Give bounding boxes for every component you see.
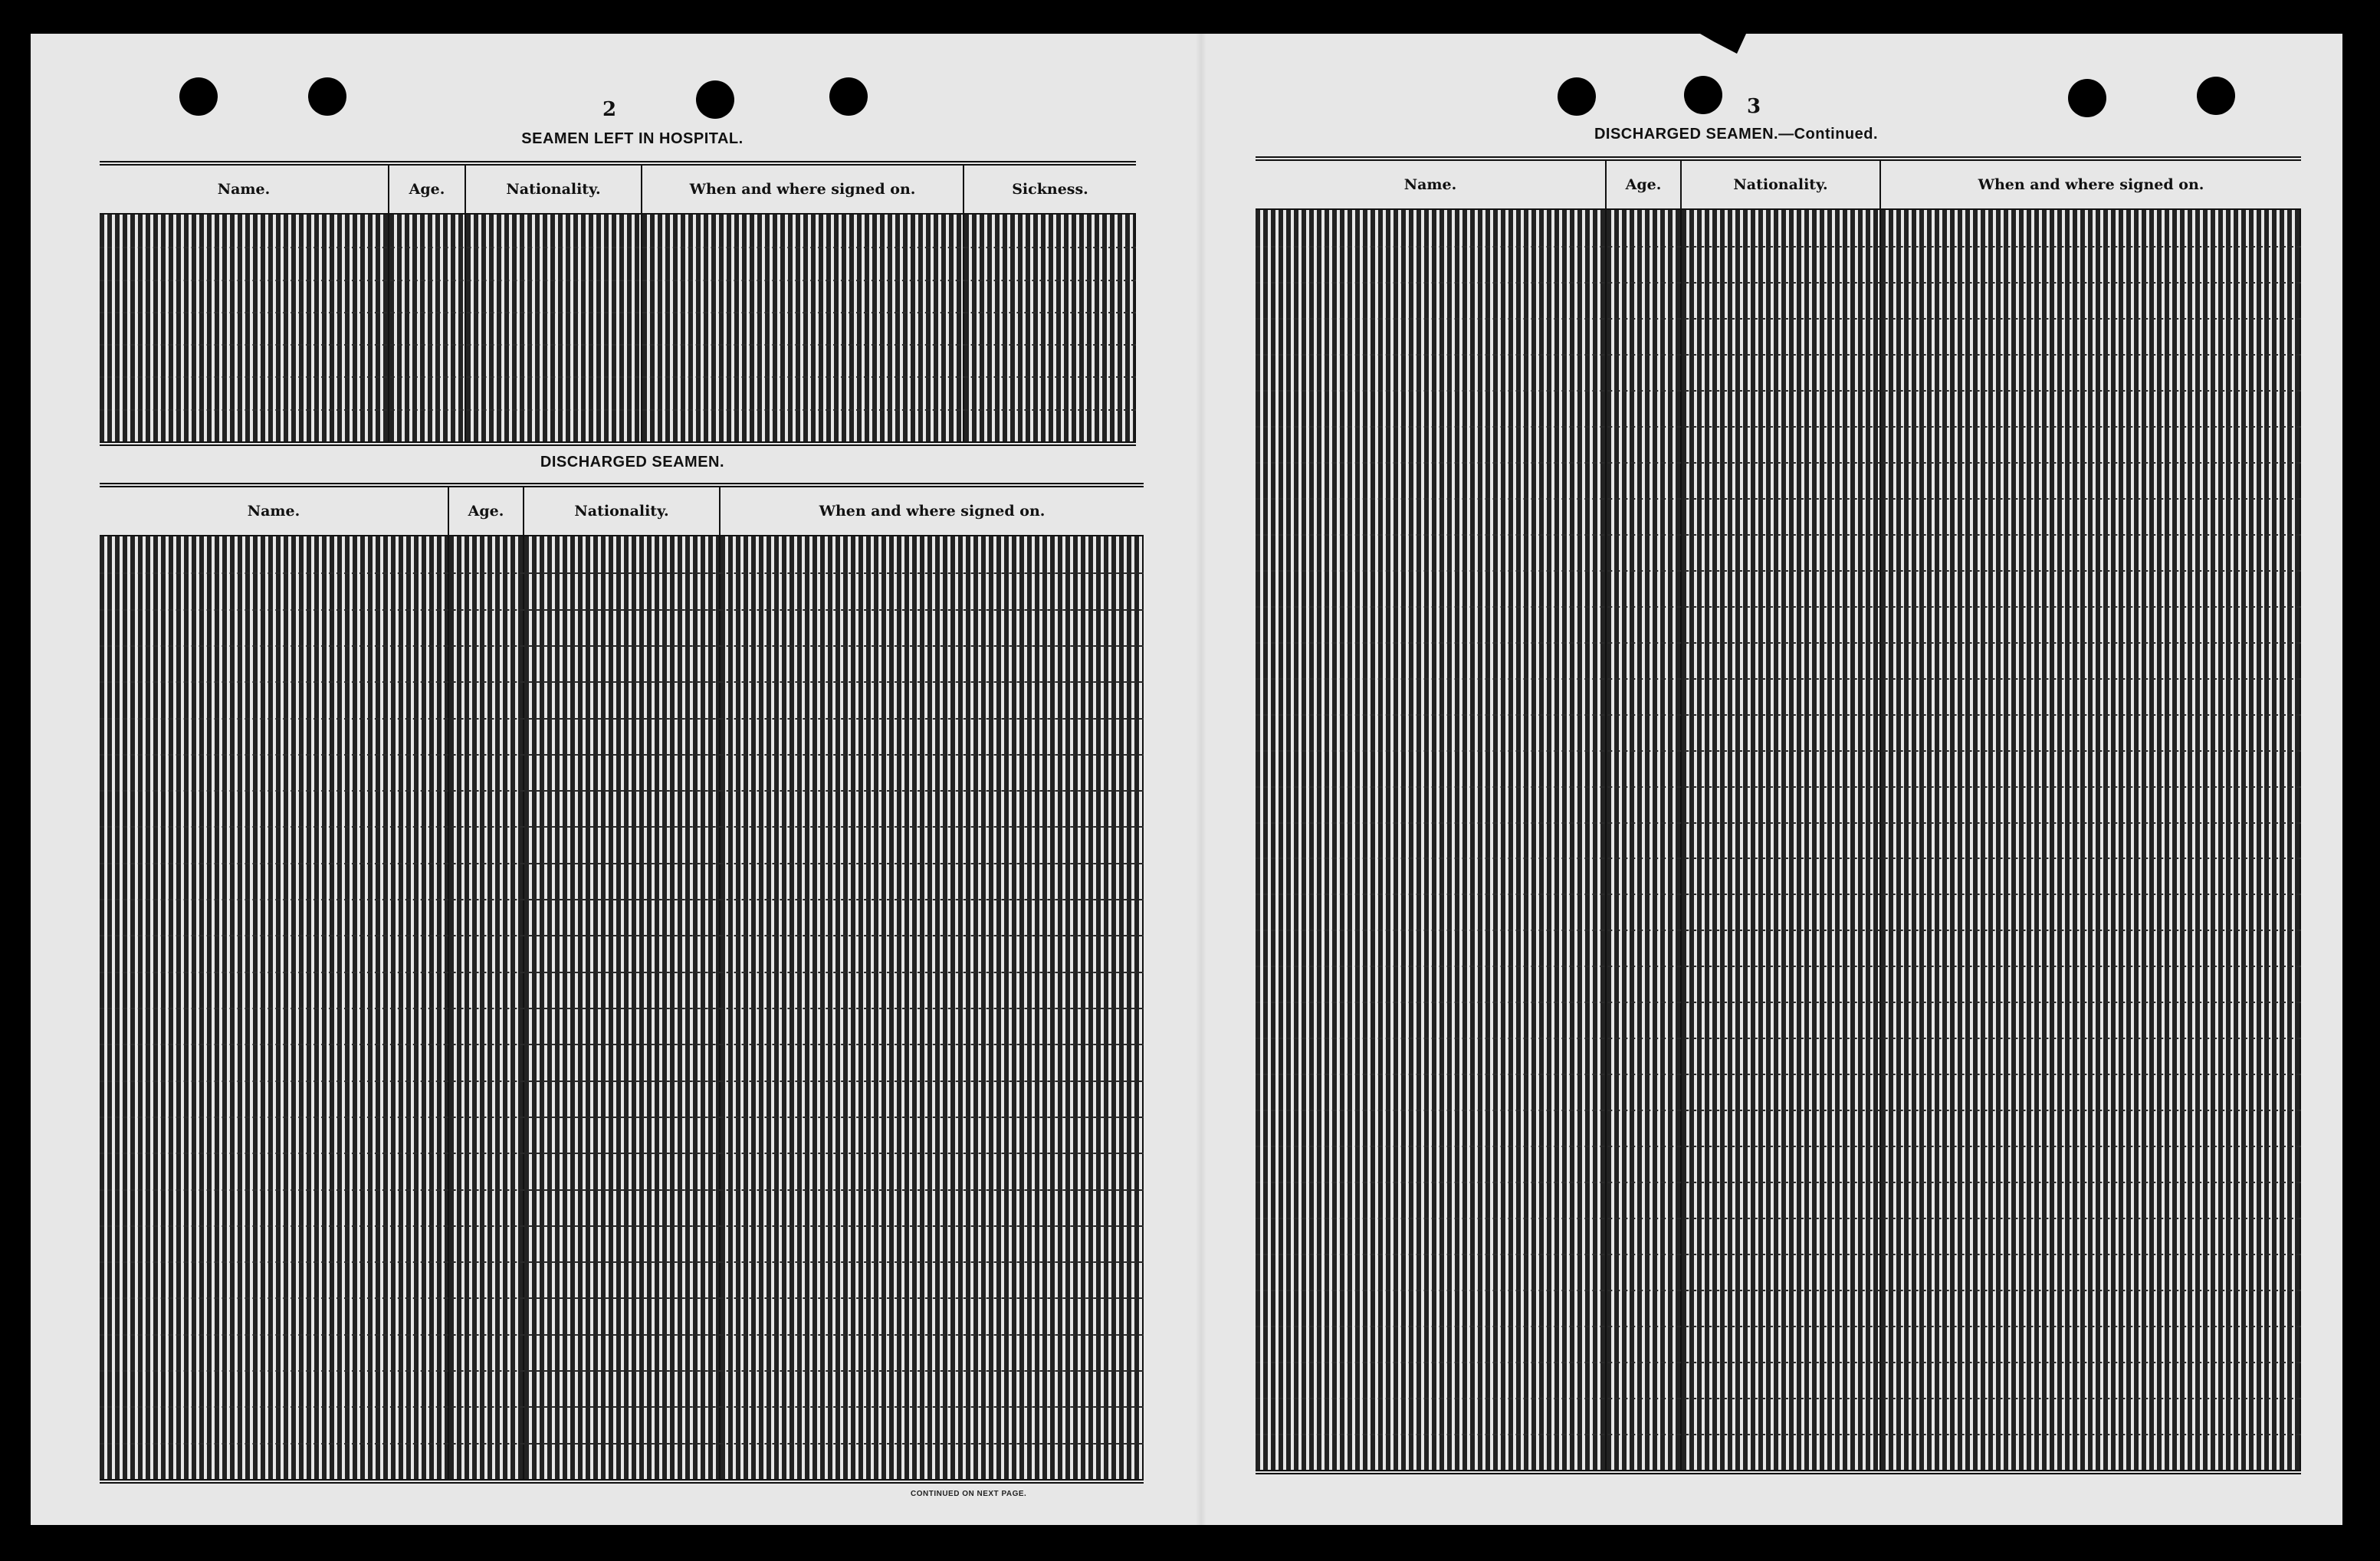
hospital-section-title: SEAMEN LEFT IN HOSPITAL. [521, 130, 744, 147]
discharged-continued-table [1256, 156, 2301, 1474]
hospital-table-header [100, 166, 1136, 215]
column-header-nationality: Nationality. [524, 487, 721, 535]
binder-hole [2068, 79, 2106, 117]
sickness-column [964, 215, 1136, 441]
name-column [100, 215, 389, 441]
column-header-name: Name. [100, 487, 449, 535]
signed-on-column [642, 215, 964, 441]
column-header-age: Age. [449, 487, 524, 535]
column-header-signed-on: When and where signed on. [819, 503, 1046, 520]
hospital-table [100, 161, 1136, 446]
column-header-age: Age. [1607, 161, 1682, 208]
page-fold [1196, 34, 1206, 1525]
binder-hole [2197, 77, 2235, 115]
column-header-age: Age. [389, 166, 466, 213]
column-header-nationality: Nationality. [1682, 161, 1881, 208]
continued-note: CONTINUED ON NEXT PAGE. [911, 1490, 1027, 1498]
nationality-column [1682, 210, 1881, 1470]
discharged-section-title: DISCHARGED SEAMEN. [540, 454, 725, 471]
discharged-continued-header [1256, 161, 2301, 210]
binder-hole [179, 77, 218, 116]
column-header-nationality: Nationality. [466, 166, 642, 213]
name-column [1256, 210, 1607, 1470]
document-sheet [31, 34, 2342, 1525]
discharged-table-body [100, 536, 1144, 1479]
column-header-signed-on: When and where signed on. [642, 166, 964, 213]
binder-hole [829, 77, 868, 116]
discharged-continued-title: DISCHARGED SEAMEN.—Continued. [1594, 126, 1879, 143]
binder-hole [696, 80, 734, 119]
right-page-number: 3 [1746, 95, 1761, 118]
signed-on-column [721, 536, 1144, 1479]
signed-on-column [1881, 210, 2301, 1470]
column-header-signed-on: When and where signed on. [1978, 176, 2204, 193]
binder-hole [1684, 76, 1722, 114]
binder-hole [1558, 77, 1596, 116]
age-column [449, 536, 524, 1479]
hospital-table-body [100, 215, 1136, 441]
column-header-name: Name. [1256, 161, 1607, 208]
discharged-table [100, 483, 1144, 1484]
binder-hole [308, 77, 346, 116]
name-column [100, 536, 449, 1479]
paper-notch [1700, 34, 1746, 54]
column-header-sickness: Sickness. [1012, 181, 1088, 198]
discharged-continued-body [1256, 210, 2301, 1470]
left-page-number: 2 [602, 98, 617, 121]
age-column [1607, 210, 1682, 1470]
nationality-column [524, 536, 721, 1479]
discharged-table-header [100, 487, 1144, 536]
column-header-name: Name. [100, 166, 389, 213]
age-column [389, 215, 466, 441]
nationality-column [466, 215, 642, 441]
